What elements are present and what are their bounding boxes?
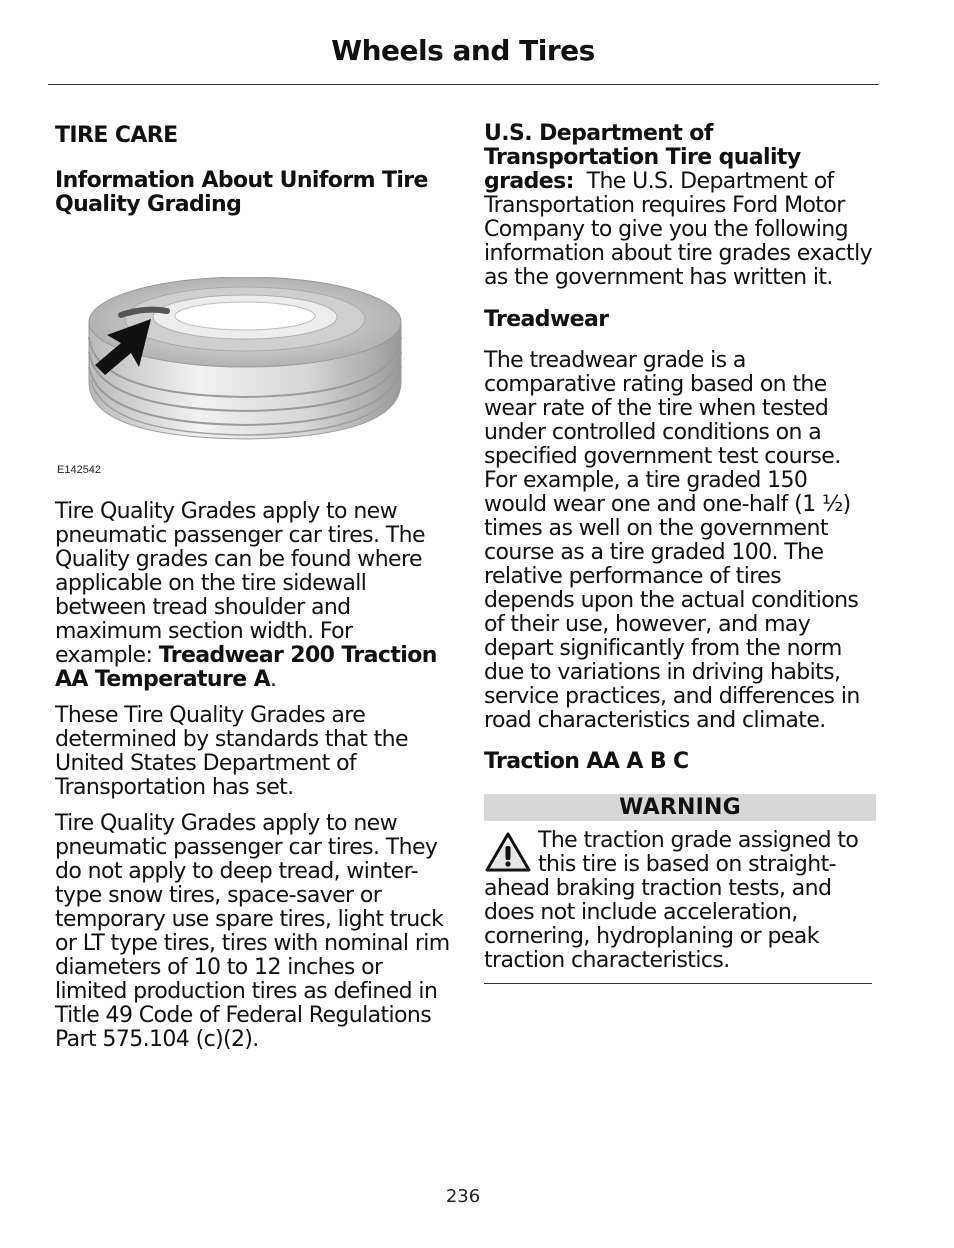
treadwear-heading: Treadwear [484, 307, 609, 332]
right-column [484, 122, 876, 984]
left-column [55, 122, 450, 1052]
paragraph-grades-intro-text: Tire Quality Grades apply to new pneumatic passenger car tires. The Quality grades can be found where applicable on the tire sidewall between tread shoulder and maximum section width. For example: [55, 499, 425, 668]
tire-illustration [85, 277, 445, 452]
page-title: Wheels and Tires [331, 34, 595, 67]
dot-intro [484, 122, 876, 290]
treadwear-text: The treadwear grade is a comparative rating based on the wear rate of the tire when tested under controlled conditions on a specified government test course. For example, a tire graded 150 would wear one and one-half (1 ½) times as well on the government course as a tire graded 100. The relative performance of tires depends upon the actual conditions of their use, however, and may depart significantly from the norm due to variations in driving habits, service practices, and differences in road characteristics and climate. [484, 348, 860, 733]
warning-body [484, 829, 876, 973]
paragraph-standards: These Tire Quality Grades are determined by standards that the United States Department of Transportation has set. [55, 703, 408, 800]
warning-text: The traction grade assigned to this tire is based on straight-ahead braking traction tests, and does not include acceleration, cornering, hydroplaning or peak traction characteristics. [484, 828, 859, 973]
dot-intro-heading: U.S. Department of Transportation Tire quality grades: [484, 121, 801, 194]
paragraph-grades-intro [55, 500, 450, 692]
figure-code: E142542 [57, 464, 102, 476]
section-heading: TIRE CARE [55, 123, 178, 148]
title-divider [48, 84, 879, 85]
traction-heading: Traction AA A B C [484, 749, 689, 774]
dot-intro-text: The U.S. Department of Transportation requires Ford Motor Company to give you the following information about tire grades exactly as the government has written it. [484, 169, 873, 290]
warning-divider [484, 983, 872, 984]
paragraph-exclusions: Tire Quality Grades apply to new pneumatic passenger car tires. They do not apply to deep tread, winter-type snow tires, space-saver or temporary use spare tires, light truck or LT type tires, tires with nominal rim diameters of 10 to 12 inches or limited production tires as defined in Title 49 Code of Federal Regulations Part 575.104 (c)(2). [55, 811, 450, 1052]
warning-banner: WARNING [484, 794, 876, 821]
warning-triangle-icon [484, 831, 532, 873]
tire-icon [85, 277, 445, 452]
paragraph-grades-intro-end: . [270, 667, 277, 692]
grade-example: Treadwear 200 Traction AA Temperature A [55, 643, 437, 692]
subheading: Information About Uniform Tire Quality Grading [55, 168, 428, 217]
page-number: 236 [445, 1186, 481, 1207]
